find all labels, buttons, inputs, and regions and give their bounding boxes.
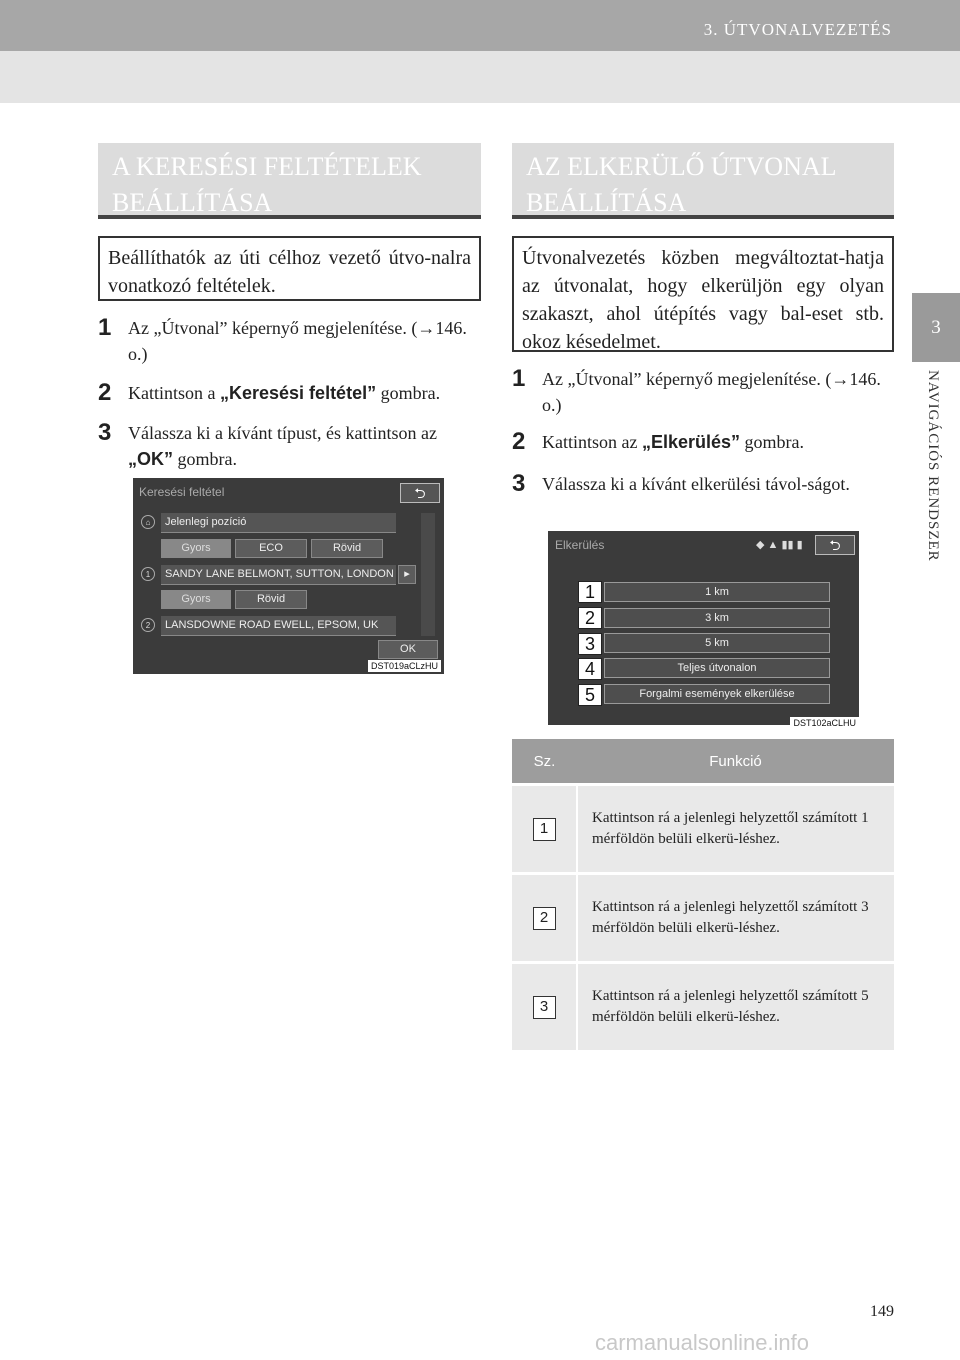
- step-text: Válassza ki a kívánt elkerülési távol-ságot.: [542, 474, 850, 494]
- step-number: 3: [98, 419, 112, 446]
- step-number: 3: [512, 470, 526, 497]
- step-text: Az „Útvonal” képernyő megjelenítése. (→146. o.): [542, 369, 881, 415]
- table-header-number: Sz.: [512, 739, 577, 785]
- home-icon: ⌂: [141, 515, 155, 529]
- route-row-1[interactable]: SANDY LANE BELMONT, SUTTON, LONDON: [161, 565, 396, 585]
- table-row: [512, 963, 894, 1051]
- avoid-whole-route-button[interactable]: Teljes útvonalon: [604, 658, 830, 678]
- step-button-name: „Elkerülés”: [641, 432, 741, 452]
- step-text: Válassza ki a kívánt típust, és kattintson az: [128, 423, 437, 443]
- eco-button[interactable]: ECO: [235, 539, 307, 558]
- search-conditions-screen: [133, 478, 444, 674]
- step-text: gombra.: [376, 383, 441, 403]
- step-button-name: „OK”: [128, 449, 173, 469]
- row-function: Kattintson rá a jelenlegi helyzettől számított 5 mérföldön belüli elkerü-léshez.: [577, 963, 894, 1051]
- option-number-3: 3: [578, 633, 602, 655]
- fast-button[interactable]: Gyors: [161, 590, 231, 609]
- step-number: 2: [512, 428, 526, 455]
- left-step-2: [98, 380, 481, 406]
- waypoint-2-icon: 2: [141, 618, 155, 632]
- option-number-2: 2: [578, 607, 602, 629]
- screen-title: Elkerülés: [555, 538, 605, 552]
- scrollbar[interactable]: [421, 513, 435, 636]
- play-icon[interactable]: ▸: [398, 565, 416, 584]
- right-heading-line1: AZ ELKERÜLŐ ÚTVONAL: [526, 152, 837, 181]
- step-text: Az „Útvonal” képernyő megjelenítése. (→146. o.): [128, 318, 467, 364]
- avoid-traffic-events-button[interactable]: Forgalmi események elkerülése: [604, 684, 830, 704]
- ok-button[interactable]: OK: [378, 640, 438, 659]
- row-number: 2: [533, 907, 556, 930]
- route-row-2[interactable]: LANSDOWNE ROAD EWELL, EPSOM, UK: [161, 616, 396, 636]
- row-function: Kattintson rá a jelenlegi helyzettől számított 3 mérföldön belüli elkerü-léshez.: [577, 874, 894, 963]
- watermark: carmanualsonline.info: [595, 1330, 810, 1355]
- waypoint-1-icon: 1: [141, 567, 155, 581]
- page-number: 149: [870, 1303, 894, 1320]
- signal-status-icon: ◆ ▲ ▮▮ ▮: [756, 539, 803, 551]
- left-step-3: [98, 420, 481, 472]
- step-number: 1: [512, 365, 526, 392]
- table-row: [512, 874, 894, 963]
- step-button-name: „Keresési feltétel”: [220, 383, 377, 403]
- short-button[interactable]: Rövid: [311, 539, 383, 558]
- step-text: gombra.: [740, 432, 805, 452]
- function-table: [512, 739, 894, 1050]
- left-step-1: [98, 315, 481, 367]
- image-code: DST019aCLzHU: [368, 660, 441, 672]
- step-text: Kattintson az: [542, 432, 642, 452]
- left-intro-box: Beállíthatók az úti célhoz vezető útvo-nalra vonatkozó feltételek.: [98, 236, 481, 301]
- right-step-3: [512, 471, 894, 497]
- image-code: DST102aCLHU: [790, 717, 859, 729]
- row-function: Kattintson rá a jelenlegi helyzettől számított 1 mérföldön belüli elkerü-léshez.: [577, 785, 894, 874]
- right-section-heading: [512, 143, 894, 219]
- screen-title: Keresési feltétel: [139, 485, 225, 499]
- back-button[interactable]: ⮌: [815, 535, 855, 555]
- step-number: 1: [98, 314, 112, 341]
- right-intro-box: Útvonalvezetés közben megváltoztat-hatja az útvonalat, hogy elkerüljön egy olyan szakaszt, ahol útépítés vagy bal-eset stb. okoz késedelmet.: [512, 236, 894, 352]
- chapter-side-label: NAVIGÁCIÓS RENDSZER: [925, 370, 941, 562]
- avoid-3km-button[interactable]: 3 km: [604, 608, 830, 628]
- left-heading-line1: A KERESÉSI FELTÉTELEK: [112, 152, 422, 181]
- left-heading-line2: BEÁLLÍTÁSA: [112, 188, 273, 217]
- row-number: 3: [533, 996, 556, 1019]
- right-step-2: [512, 429, 894, 455]
- row-number: 1: [533, 818, 556, 841]
- left-section-heading: [98, 143, 481, 219]
- option-number-5: 5: [578, 684, 602, 706]
- back-button[interactable]: ⮌: [400, 483, 440, 503]
- header-subband: [0, 51, 960, 103]
- step-text: Kattintson a: [128, 383, 220, 403]
- avoid-5km-button[interactable]: 5 km: [604, 633, 830, 653]
- route-row-current[interactable]: Jelenlegi pozíció: [161, 513, 396, 533]
- short-button[interactable]: Rövid: [235, 590, 307, 609]
- chapter-title: 3. ÚTVONALVEZETÉS: [703, 20, 892, 39]
- step-text: gombra.: [173, 449, 237, 469]
- table-header-function: Funkció: [577, 739, 894, 785]
- table-row: [512, 785, 894, 874]
- step-number: 2: [98, 379, 112, 406]
- fast-button[interactable]: Gyors: [161, 539, 231, 558]
- right-heading-line2: BEÁLLÍTÁSA: [526, 188, 687, 217]
- right-step-1: [512, 366, 894, 418]
- option-number-4: 4: [578, 658, 602, 680]
- avoid-1km-button[interactable]: 1 km: [604, 582, 830, 602]
- option-number-1: 1: [578, 581, 602, 603]
- chapter-tab: 3: [912, 293, 960, 362]
- avoid-route-screen: [548, 531, 859, 728]
